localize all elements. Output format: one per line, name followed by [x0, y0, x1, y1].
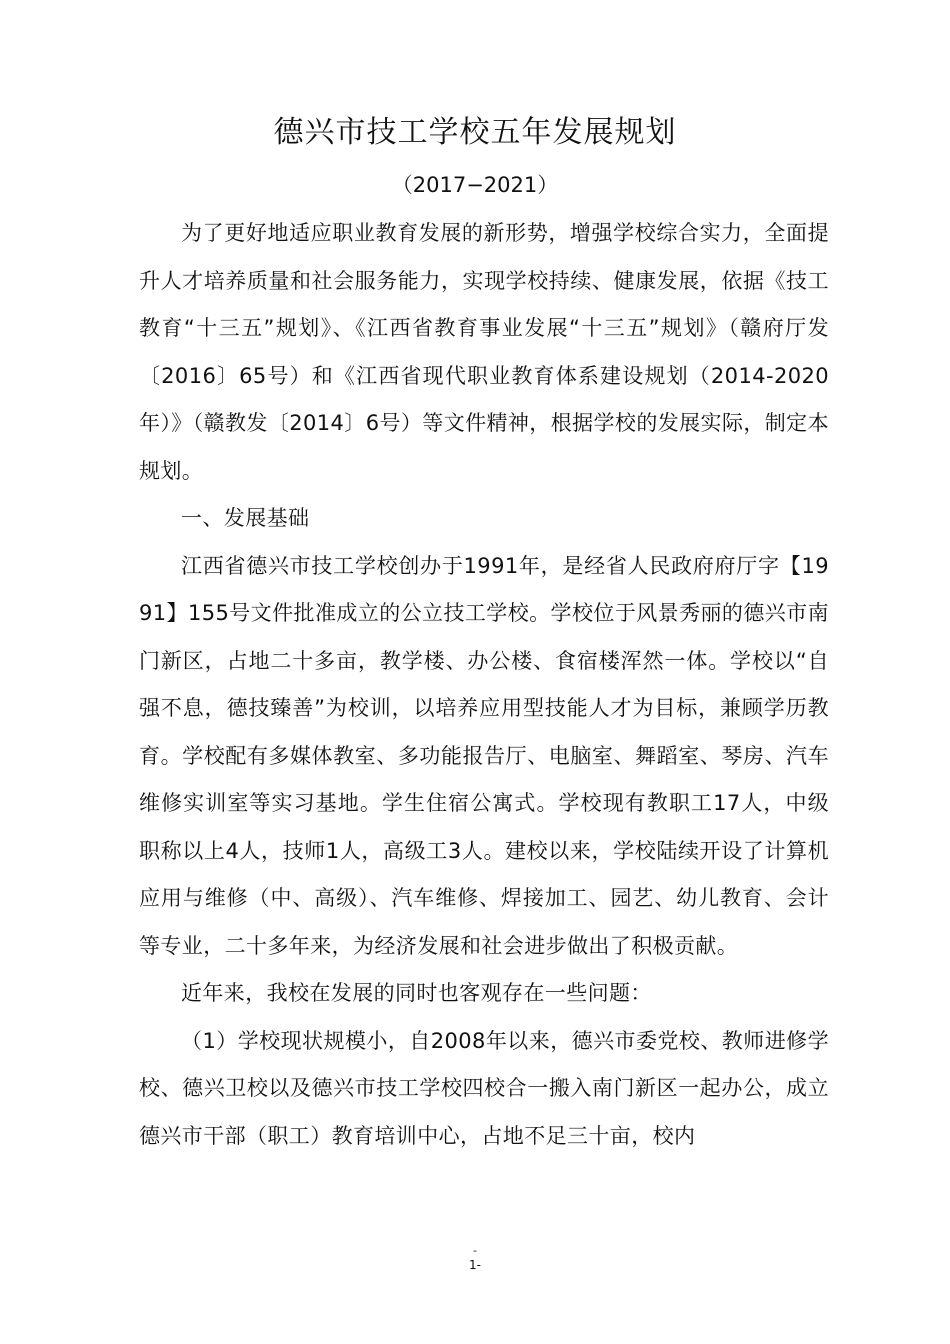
problem-item-1: （1）学校现状规模小，自2008年以来，德兴市委党校、教师进修学校、德兴卫校以及德兴市技工学校四校合一搬入南门新区一起办公，成立德兴市干部（职工）教育培训中心，占地不足三十亩，校内 [139, 1028, 829, 1148]
page-number: 1- [469, 1258, 481, 1272]
document-body [139, 210, 829, 1160]
foundation-paragraph: 江西省德兴市技工学校创办于1991年，是经省人民政府府厅字【1991】155号文件批准成立的公立技工学校。学校位于风景秀丽的德兴市南门新区，占地二十多亩，教学楼、办公楼、食宿楼浑然一体。学校以“自强不息，德技臻善”为校训，以培养应用型技能人才为目标，兼顾学历教育。学校配有多媒体教室、多功能报告厅、电脑室、舞蹈室、琴房、汽车维修实训室等实习基地。学生住宿公寓式。学校现有教职工17人，中级职称以上4人，技师1人，高级工3人。建校以来，学校陆续开设了计算机应用与维修（中、高级）、汽车维修、焊接加工、园艺、幼儿教育、会计等专业，二十多年来，为经济发展和社会进步做出了积极贡献。 [139, 553, 829, 958]
section-heading: 一、发展基础 [181, 506, 310, 530]
problems-intro-paragraph: 近年来，我校在发展的同时也客观存在一些问题： [181, 981, 652, 1005]
footer-dash: - [473, 1244, 477, 1257]
intro-paragraph: 为了更好地适应职业教育发展的新形势，增强学校综合实力，全面提升人才培养质量和社会服务能力，实现学校持续、健康发展，依据《技工教育“十三五”规划》、《江西省教育事业发展“十三五”规划》（赣府厅发〔2016〕65号）和《江西省现代职业教育体系建设规划（2014-2020年）》（赣教发〔2014〕6号）等文件精神，根据学校的发展实际，制定本规划。 [139, 221, 829, 483]
document-title: 德兴市技工学校五年发展规划 [273, 115, 677, 150]
document-subtitle: （2017−2021） [391, 173, 559, 197]
